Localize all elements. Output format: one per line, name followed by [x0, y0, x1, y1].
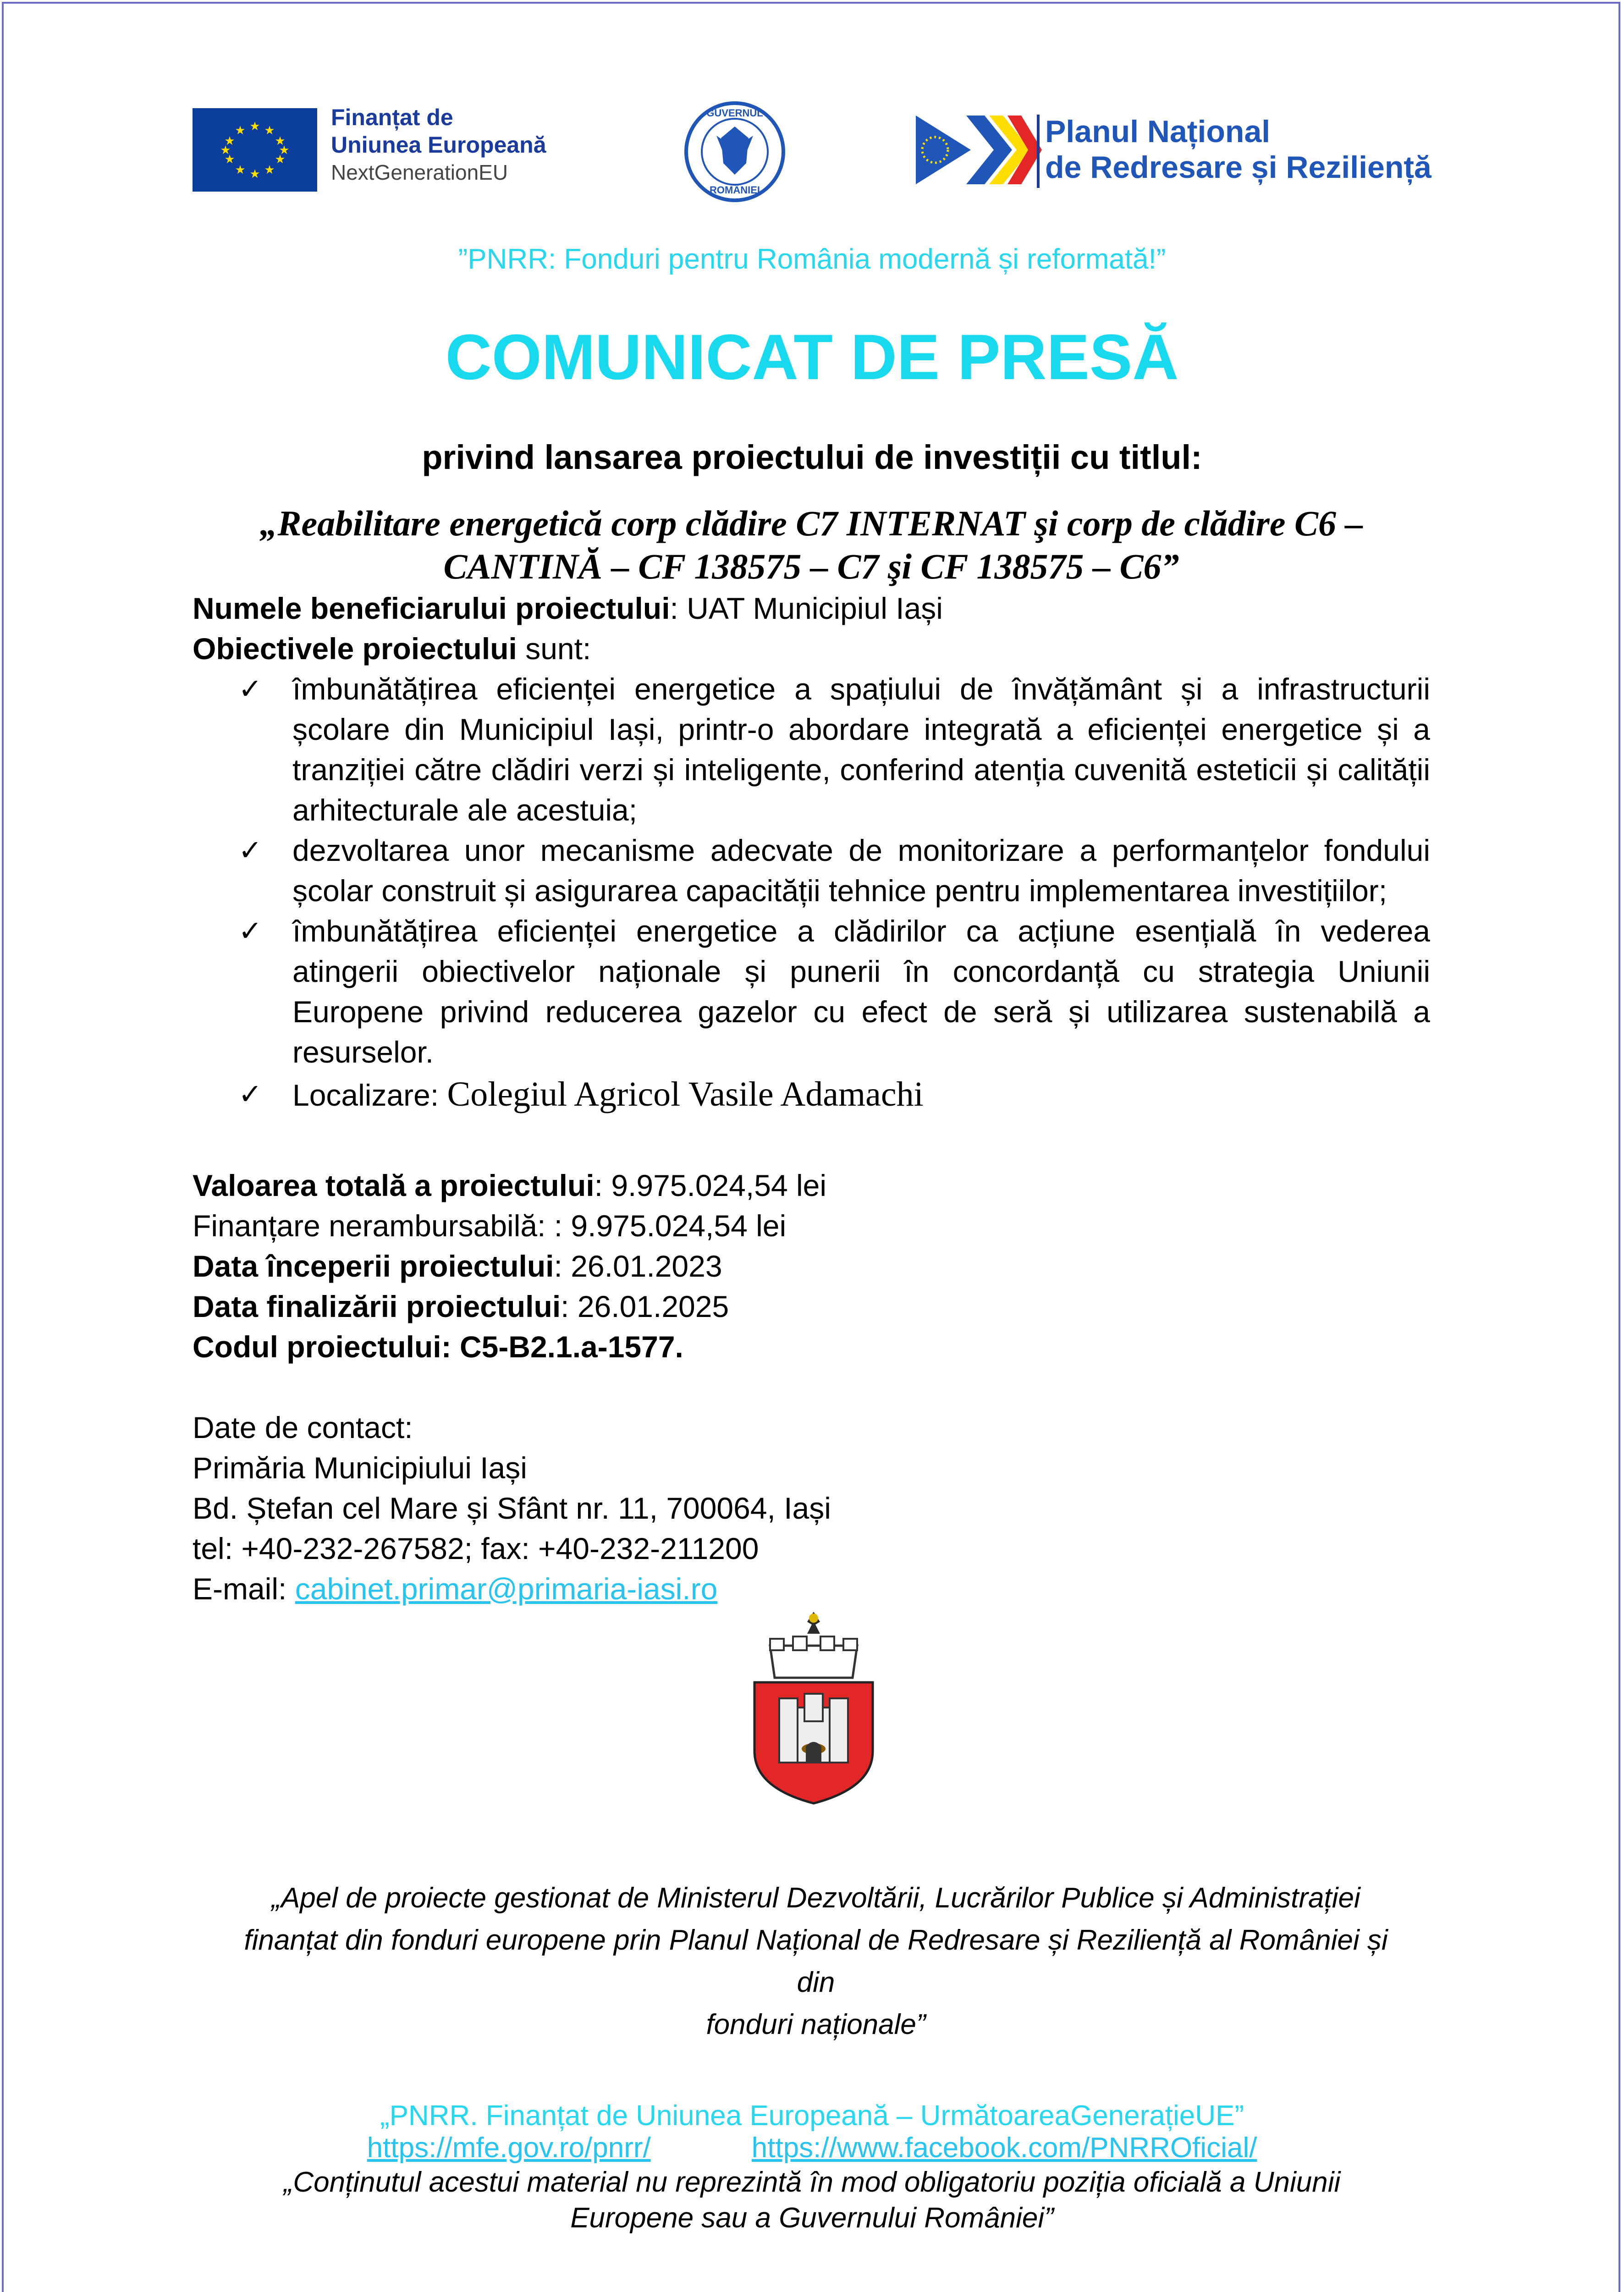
- page-title: COMUNICAT DE PRESĂ: [445, 321, 1179, 393]
- svg-text:★: ★: [235, 124, 246, 138]
- email-link[interactable]: cabinet.primar@primaria-iasi.ro: [295, 1572, 718, 1606]
- government-seal-logo: [684, 99, 785, 204]
- pnrr-label: [1045, 114, 1431, 185]
- pnrr-line-1: Planul Național: [1045, 114, 1271, 149]
- checkmark-icon: ✓: [238, 1077, 262, 1111]
- svg-text:★: ★: [275, 153, 286, 166]
- footer-note-line-1: „Conținutul acestui material nu reprezintă în mod obligatoriu poziția oficială a Uniunii: [283, 2166, 1341, 2198]
- start-date-value: : 26.01.2023: [554, 1249, 722, 1283]
- svg-text:★: ★: [279, 143, 290, 157]
- disclaimer-line-2: finanțat din fonduri europene prin Planul Național de Redresare și Reziliență al României și din: [244, 1924, 1388, 1998]
- footer-slogan: „PNRR. Finanțat de Uniunea Europeană – UrmătoareaGenerațieUE”: [380, 2100, 1244, 2132]
- contact-org: Primăria Municipiului Iași: [193, 1451, 527, 1485]
- project-code: Codul proiectului: C5-B2.1.a-1577.: [193, 1330, 683, 1364]
- start-date-row: [193, 1246, 1430, 1286]
- svg-text:★: ★: [235, 163, 246, 177]
- pnrr-line-2: de Redresare și Reziliență: [1045, 150, 1431, 185]
- eu-line-2: Uniunea Europeană: [331, 132, 546, 158]
- svg-text:★: ★: [220, 143, 231, 157]
- project-details: [193, 1165, 1430, 1367]
- svg-text:★: ★: [224, 153, 235, 166]
- svg-text:★: ★: [249, 120, 260, 133]
- svg-text:★: ★: [249, 167, 260, 181]
- beneficiary-block: [193, 588, 1430, 669]
- footer-note: [0, 2165, 1624, 2236]
- eu-stars-icon: [193, 108, 317, 192]
- end-date-label: Data finalizării proiectului: [193, 1289, 561, 1323]
- project-title-line-1: „Reabilitare energetică corp clădire C7 INTERNAT şi corp de clădire C6 –: [259, 503, 1363, 543]
- svg-text:★: ★: [224, 134, 235, 148]
- footer-note-line-2: Europene sau a Guvernului României”: [570, 2202, 1054, 2234]
- svg-text:★: ★: [264, 163, 275, 177]
- list-item: [238, 911, 1430, 1072]
- pnrr-slogan: ”PNRR: Fonduri pentru România modernă și reformată!”: [458, 243, 1166, 275]
- beneficiary-label: Numele beneficiarului proiectului: [193, 591, 670, 625]
- checkmark-icon: ✓: [238, 914, 262, 948]
- objective-text: dezvoltarea unor mecanisme adecvate de monitorizare a performanțelor fondului școlar construit și asigurarea capacității tehnice pentru implementarea investițiilor;: [292, 833, 1430, 908]
- funding-disclaimer: [229, 1877, 1403, 2046]
- contact-email-row: [193, 1569, 1430, 1609]
- total-value: : 9.975.024,54 lei: [594, 1168, 827, 1202]
- objectives-label: Obiectivele proiectului: [193, 632, 517, 666]
- svg-text:★: ★: [264, 124, 275, 138]
- contact-block: [193, 1407, 1430, 1609]
- project-title: [193, 502, 1430, 588]
- eu-funding-label: [331, 104, 546, 186]
- facebook-pnrr-link[interactable]: https://www.facebook.com/PNRROficial/: [751, 2132, 1257, 2164]
- iasi-coat-of-arms-logo: [752, 1609, 875, 1806]
- svg-text:GUVERNUL: GUVERNUL: [706, 107, 763, 119]
- footer-links: [0, 2132, 1624, 2164]
- location-label: Localizare:: [292, 1078, 447, 1112]
- objectives-heading: [193, 628, 1430, 669]
- disclaimer-line-1: „Apel de proiecte gestionat de Ministerul Dezvoltării, Lucrărilor Publice și Administrației: [271, 1882, 1360, 1914]
- end-date-row: [193, 1286, 1430, 1327]
- contact-address: Bd. Ștefan cel Mare și Sfânt nr. 11, 700064, Iași: [193, 1491, 831, 1525]
- checkmark-icon: ✓: [238, 672, 262, 705]
- checkmark-icon: ✓: [238, 833, 262, 867]
- beneficiary-value: : UAT Municipiul Iași: [670, 591, 943, 625]
- objectives-suffix: sunt:: [517, 632, 591, 666]
- project-title-line-2: CANTINĂ – CF 138575 – C7 şi CF 138575 – C6”: [443, 546, 1179, 586]
- list-item: [238, 830, 1430, 911]
- total-value-row: [193, 1165, 1430, 1206]
- beneficiary-row: [193, 588, 1430, 628]
- svg-text:ROMÂNIEI: ROMÂNIEI: [710, 184, 760, 196]
- end-date-value: : 26.01.2025: [561, 1289, 729, 1323]
- eu-line-3: NextGenerationEU: [331, 160, 508, 184]
- pnrr-divider: [1037, 115, 1040, 188]
- grant-row: Finanțare nerambursabilă: : 9.975.024,54 lei: [193, 1209, 787, 1243]
- contact-phone: tel: +40-232-267582; fax: +40-232-211200: [193, 1532, 759, 1565]
- mfe-pnrr-link[interactable]: https://mfe.gov.ro/pnrr/: [367, 2132, 651, 2164]
- eu-line-1: Finanțat de: [331, 105, 453, 130]
- list-item: [238, 669, 1430, 830]
- email-label: E-mail:: [193, 1572, 295, 1606]
- disclaimer-line-3: fonduri naționale”: [706, 2009, 926, 2040]
- list-item-location: [238, 1072, 1430, 1117]
- objective-text: îmbunătățirea eficienței energetice a clădirilor ca acțiune esențială în vederea atingerii obiectivelor naționale și punerii în concordanță cu strategia Uniunii Europene privind reducerea gazelor cu efect de seră și utilizarea sustenabilă a resurselor.: [292, 914, 1430, 1069]
- page-subtitle: privind lansarea proiectului de investiții cu titlul:: [422, 438, 1202, 476]
- total-value-label: Valoarea totală a proiectului: [193, 1168, 595, 1202]
- svg-text:★: ★: [275, 134, 286, 148]
- objective-text: îmbunătățirea eficienței energetice a spațiului de învățământ și a infrastructurii școlare din Municipiul Iași, printr-o abordare integrată a eficienței energetice și a tranziției către clădiri verzi și inteligente, conferind atenția cuvenită esteticii și calității arhitecturale ale acestuia;: [292, 672, 1430, 827]
- pnrr-logo: [916, 116, 1042, 184]
- objectives-list: [238, 669, 1430, 1117]
- eu-flag-logo: [193, 108, 317, 192]
- contact-heading: Date de contact:: [193, 1410, 413, 1444]
- start-date-label: Data începerii proiectului: [193, 1249, 554, 1283]
- location-value: Colegiul Agricol Vasile Adamachi: [447, 1075, 924, 1113]
